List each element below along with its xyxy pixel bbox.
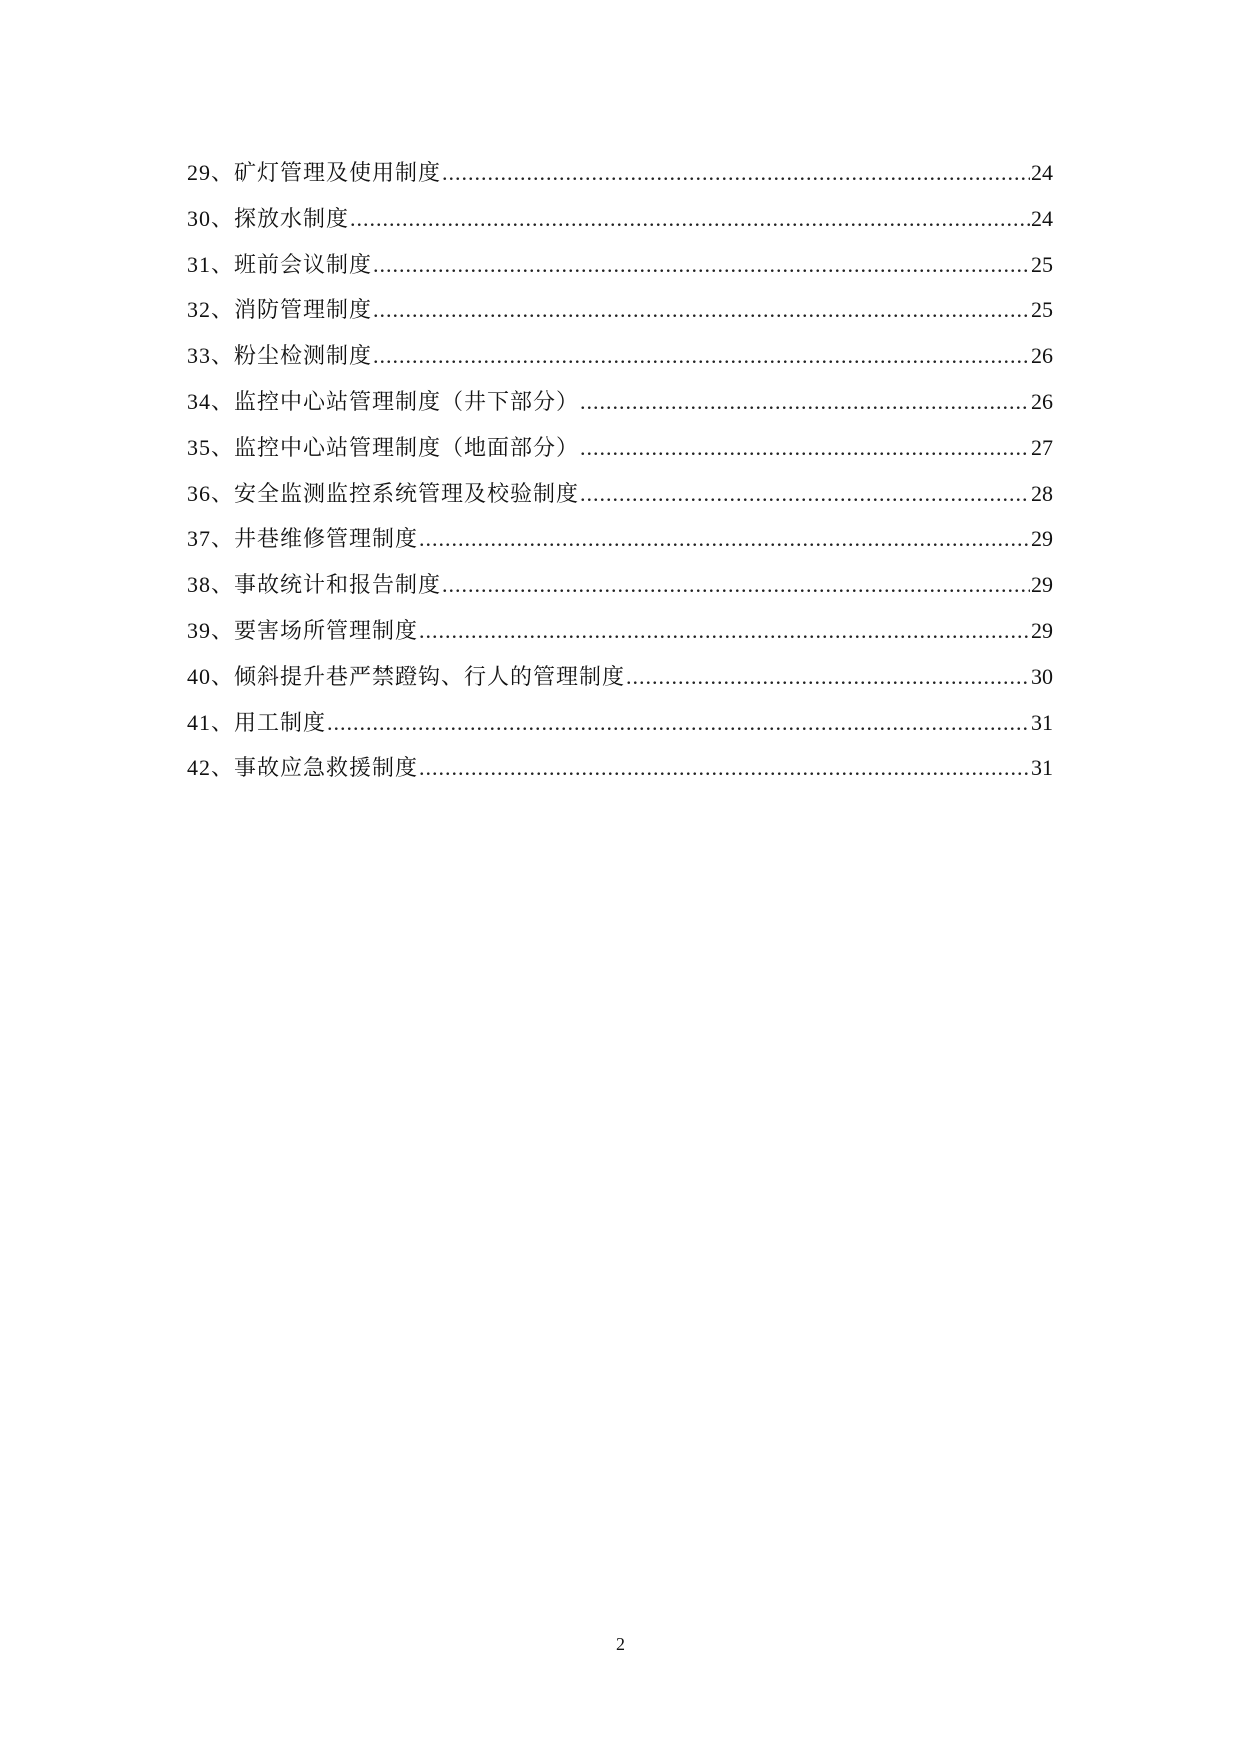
toc-entry-page: 29 xyxy=(1031,572,1053,598)
toc-entry-page: 29 xyxy=(1031,526,1053,552)
dot-leader xyxy=(419,616,1030,646)
dot-leader xyxy=(580,387,1030,417)
toc-entry-page: 25 xyxy=(1031,297,1053,323)
toc-entry-page: 26 xyxy=(1031,343,1053,369)
dot-leader xyxy=(373,341,1030,371)
table-of-contents xyxy=(187,158,1053,799)
dot-leader xyxy=(327,708,1030,738)
toc-entry xyxy=(187,250,1053,296)
dot-leader xyxy=(419,753,1030,783)
toc-entry xyxy=(187,662,1053,708)
toc-entry-title: 40、倾斜提升巷严禁蹬钩、行人的管理制度 xyxy=(187,663,626,689)
dot-leader xyxy=(626,662,1030,692)
toc-entry-title: 31、班前会议制度 xyxy=(187,251,373,277)
toc-entry-page: 31 xyxy=(1031,755,1053,781)
toc-entry-title: 42、事故应急救援制度 xyxy=(187,755,419,781)
toc-entry-page: 29 xyxy=(1031,617,1053,643)
toc-entry xyxy=(187,753,1053,799)
toc-entry xyxy=(187,433,1053,479)
toc-entry-title: 37、井巷维修管理制度 xyxy=(187,526,419,552)
dot-leader xyxy=(442,570,1030,600)
toc-entry-page: 27 xyxy=(1031,434,1053,460)
toc-entry-title: 33、粉尘检测制度 xyxy=(187,343,373,369)
toc-entry-title: 36、安全监测监控系统管理及校验制度 xyxy=(187,480,580,506)
toc-entry-title: 34、监控中心站管理制度（井下部分） xyxy=(187,388,580,414)
toc-entry-page: 26 xyxy=(1031,388,1053,414)
toc-entry-title: 41、用工制度 xyxy=(187,709,327,735)
toc-entry xyxy=(187,479,1053,525)
toc-entry xyxy=(187,616,1053,662)
toc-entry xyxy=(187,341,1053,387)
toc-entry-page: 24 xyxy=(1031,160,1053,185)
toc-entry-title: 29、矿灯管理及使用制度 xyxy=(187,160,442,185)
toc-entry-title: 39、要害场所管理制度 xyxy=(187,617,419,643)
dot-leader xyxy=(373,250,1030,280)
dot-leader xyxy=(442,158,1030,188)
dot-leader xyxy=(373,295,1030,325)
toc-entry-title: 32、消防管理制度 xyxy=(187,297,373,323)
toc-entry-title: 35、监控中心站管理制度（地面部分） xyxy=(187,434,580,460)
dot-leader xyxy=(580,479,1030,509)
toc-entry-page: 31 xyxy=(1031,709,1053,735)
dot-leader xyxy=(350,204,1030,234)
toc-entry xyxy=(187,158,1053,204)
toc-entry xyxy=(187,387,1053,433)
dot-leader xyxy=(580,433,1030,463)
toc-entry xyxy=(187,295,1053,341)
toc-entry-title: 38、事故统计和报告制度 xyxy=(187,572,442,598)
toc-entry-page: 25 xyxy=(1031,251,1053,277)
toc-entry-page: 28 xyxy=(1031,480,1053,506)
toc-entry-page: 24 xyxy=(1031,205,1053,231)
toc-entry xyxy=(187,570,1053,616)
page-number: 2 xyxy=(616,1634,625,1654)
toc-entry-page: 30 xyxy=(1031,663,1053,689)
dot-leader xyxy=(419,524,1030,554)
toc-entry xyxy=(187,708,1053,754)
toc-entry xyxy=(187,204,1053,250)
toc-entry-title: 30、探放水制度 xyxy=(187,205,350,231)
toc-entry xyxy=(187,524,1053,570)
